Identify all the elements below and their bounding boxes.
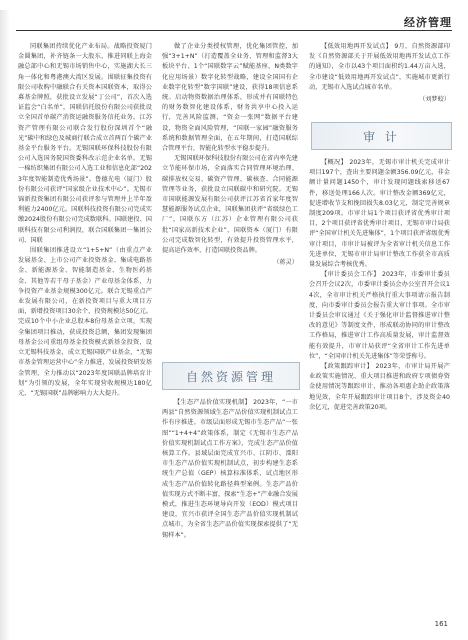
banner-label: 审 计	[363, 129, 400, 144]
paragraph: 【概况】 2023年，无锡市审计机关完成审计项目197个，查出主要问题金额356.09亿元，非金额计量问题1450个，审计发现问题线索移送67件，移送处理166人次。审计整改金额369亿元，促进增收节支和挽回损失8.03亿元，制定完善规章制度209项。市审计局1个项目获评省优秀审计项目，2个项目获评省优秀审计项目，无锡市审计局获评“全国审计机关先进集体”，1个项目获评省级优秀审计项目，市审计局被评为全省审计机关信息工作先进单位，无锡市审计局审计整改工作获全市高质量发展综合考核优秀。	[309, 159, 450, 269]
paragraph: 同联集团持续优化产业布局。战略投资厦门金圆集团，补齐链条一大股东，推进同联上海金融总部中心和无锡市场销售中心，实施湖大长三角一体化和粤港澳大湾区发展。围联征集投资有限公司收购中融联合有关资本国联资本，取得公募基金牌照，获批设立发展“丁公司”，首次入选证监会“白名单”，国联信托股份有限公司获批设立全国首单碳产消资运融资服务信托业务。江苏资产管理有限公司联合发行股份深圳首个“融光”碳中和绿色及城商行联合成立首两百个碳产业基金平台服务平台。无锡国联环保科技股份有限公司入选国务院国资委科改示范企业名单。无锡一棉纺织集团有限公司入选工业和信息化部“2023年度智能制造优秀场景”。鲁德光电（厦门）股份有限公司获评“国家级企业技术中心”。无锡市锦新投资集团有限公司获评参与管理并上半年盈利能力2400亿元。国联科技投资有限公司完成实缴2024股份有限公司完成数联科。国联建投、国联科技有限公司利润投，联合国联集团一集团公司、国联	[18, 43, 152, 244]
column-1	[18, 42, 152, 399]
section-title: 经济管理	[404, 16, 452, 29]
paragraph: 【生态产品价值实现机制】 2023年，“一市两县”自然资源领域生态产品价值实现机制试点工作有序推进。市级层面形成无锡市生态产品“一张图”“1+4+4”政策体系，制定《无锡市生态产品价值实现机制试点工作方案》，完成生态产品价值核算工作。县域层面完成宜兴市、江阴市、溧阳市生态产品价值实现机制试点，初步构建生态系统生产总值（GEP）核算标准体系，试点地区形成生态产品价值转化路径典型案例。生态产品价值实现方式不断丰富，探索“生态+”产业融合发展模式，推进生态环境导向开发（EOD）模式项目建设，宜兴市获评全国生态产品价值实现机制试点城市，为全省生态产品价值实现探索提供了“无锡样本”。	[162, 399, 298, 539]
column-3-lower	[309, 158, 450, 413]
paragraph: 无锡国联环保科技股份有限公司在省内率先建立节能环保市场，全面落实合同管理环境治理、碳排放权交易、碳资产管理、碳核查、合同能源管理等业务，获批设立国联碳中和研究院。无锡市国联能源发展有限公司获评江苏省首家年度智慧能源服务试点企业，国联集团获评“省级绿色工厂”，国联东方（江苏）企业管理有限公司获批“国家高新技术企业”，国联资本（厦门）有限公司完成数智化转型，有效提升投资管理水平，提高运作效率，打造国联投资品牌。	[162, 155, 298, 255]
paragraph: 做了企业分类授权管理，优化集团管控，加强“3+1+N”（打造覆盖全业务、管理和监督3大板块平台、1个“国联数字云”赋能基座、N类数字化应用场景）数字化转型战略，建设全国国有企业数字化转型“数字国联”建设，获得18项信息系统。启动物资数据治理体系，形成并有国联特色的财务数智化建设体系，财务共享中心投入运行，完善风险监测、“资金一张网”数据平台建设，物资全面风险管理，“国联一家园”融资服务系统和数据管理全面，在五年期间，打造国联综合管理平台，智能化转型水平稳步提升。	[162, 43, 298, 153]
section-banner-natural-resources	[162, 362, 300, 390]
paragraph: 【审计委员会工作】 2023年，市委审计委员会召开会议2次，市委审计委员会办公室召开会议14次，全市审计机关严格执行重大事项请示报告制度，向市委审计委员会报告重大审计事项。全市审计委员会审议通过《关于强化审计监督推进审计整改的意见》等制度文件，形成联动协同的审计整改工作格局，推进审计工作高质量发展，审计监督效能有效提升，市审计局获评“全省审计工作先进单位”，“全国审计机关先进集体”等荣誉称号。	[309, 271, 450, 360]
header-bar	[0, 0, 468, 10]
source-attribution: （蒋灵）	[273, 259, 298, 267]
column-2	[162, 42, 298, 268]
column-3	[309, 42, 450, 105]
header-rule	[16, 30, 452, 31]
page-number: 161	[434, 620, 448, 628]
paragraph: 围联集团推进设立“1+5+N”（由重点产业发展基金、上市公司产业投资基金、集成电路基金、新能源基金、智能制造基金、生物医药基金、其他等若干母子基金）产业母基金体系，力争投资产业基金规模300亿元。联合无锡重点产业发展有限公司，在新投资项目与重大项目方面，新增投资项目30余个，投资规模达50亿元。完成10个中小企业总股本8份母基金立项，实现全集团项目推动，获成投资总额，集团发现集团母基金公司重组母基金投资模式新基金投资，设立无锡科技基金，成立无锡国联产业基金，“无锡市基金管理运营中心”全力推进，发展投资研发基金管理，全力推动以“2023年度国联品牌培育计划”为引领的发展，全年实现营收规模达180亿元，“无锡国联”品牌影响力大大提升。	[18, 247, 152, 397]
source-attribution: （刘梦蛟）	[419, 96, 450, 104]
scan-edge-shadow	[0, 0, 10, 640]
banner-label: 自然资源管理	[185, 369, 276, 384]
paragraph: 【低效用地再开发试点】 9月，自然资源部印发《自然资源部关于开展低效用地再开发试点工作的通知》，全市以43个项目面积约1.44万亩入选，全市建设“低效用地再开发试点”，实施城市更新行动，无锡市入选试点城市名单。	[309, 43, 450, 91]
section-banner-audit	[311, 122, 452, 150]
column-2-lower	[162, 398, 298, 541]
paragraph: 【政策跟踪审计】 2023年，市审计局开展产业政策实施情况、重大项目推进和政府专项债券资金使用情况等跟踪审计，推动各项惠企助企政策落地见效，全年开展跟踪审计项目8个，涉及资金40余亿元，促进完善政策20项。	[309, 363, 450, 411]
